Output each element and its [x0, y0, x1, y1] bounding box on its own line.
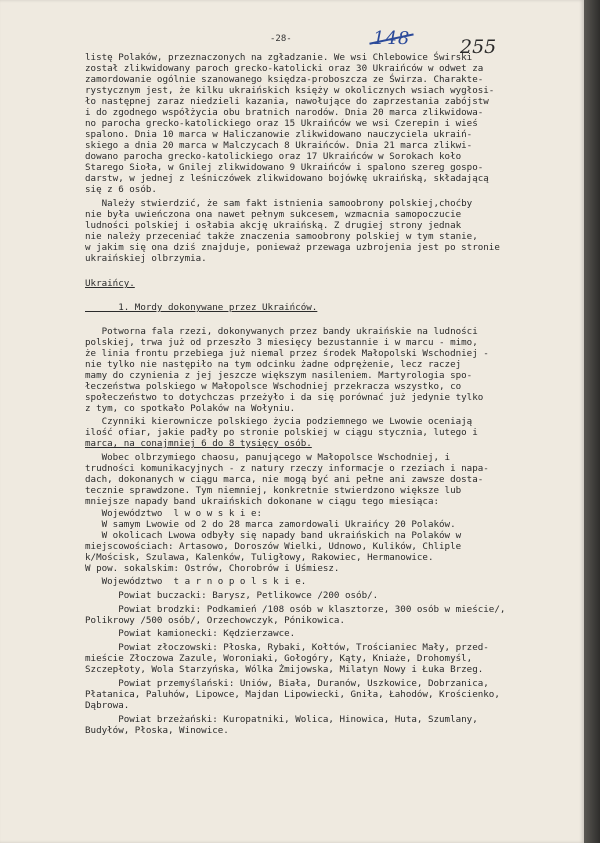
text-line: spalono. Dnia 10 marca w Haliczanowie zlikwidowano nauczyciela ukraiń- [85, 129, 473, 140]
typed-page-number: -28- [270, 34, 292, 44]
text-line: Szczepłoty, Wola Starzyńska, Wólka Żmijowska, Milatyn Nowy i Łuka Brzeg. [85, 664, 484, 675]
text-line: Budyłów, Płoska, Winowice. [85, 725, 229, 736]
text-line: Powiat kamionecki: Kędzierzawce. [85, 628, 296, 639]
text-line: listę Polaków, przeznaczonych na zgładzanie. We wsi Chlebowice Świrski [85, 52, 473, 63]
region-heading: Województwo t a r n o p o l s k i e. [85, 576, 307, 587]
text-line: rystycznym jest, że kilku ukraińskich księży w okolicznych wsiach wygłosi- [85, 85, 495, 96]
text-line: Płatanica, Paluhów, Lipowce, Majdan Lipowiecki, Gniła, Łahodów, Krościenko, [85, 689, 500, 700]
text-line: Powiat brzeżański: Kuropatniki, Wolica, Hinowica, Huta, Szumlany, [85, 714, 478, 725]
text-line: Starego Sioła, w Gnilej zlikwidowano 9 Ukraińców i spalono szereg gospo- [85, 162, 484, 173]
text-line: Potworna fala rzezi, dokonywanych przez bandy ukraińskie na ludności [85, 326, 478, 337]
text-line: Wobec olbrzymiego chaosu, panującego w Małopolsce Wschodniej, i [85, 452, 451, 463]
text-line: mniejsze napady band ukraińskich dokonane w ciągu tego miesiąca: [85, 496, 440, 507]
text-line: Dąbrowa. [85, 700, 130, 711]
text-line-underlined: marca, na conajmniej 6 do 8 tysięcy osób. [85, 438, 312, 449]
text-line: Powiat złoczowski: Płoska, Rybaki, Kołtów, Trościaniec Mały, przed- [85, 642, 489, 653]
text-line: i do zgodnego współżycia obu bratnich narodów. Dnia 20 marca zlikwidowa- [85, 107, 484, 118]
text-line: się z 6 osób. [85, 184, 157, 195]
subsection-heading: 1. Mordy dokonywane przez Ukraińców. [85, 302, 318, 313]
text-line: Powiat buczacki: Barysz, Petlikowce /200 osób/. [85, 590, 379, 601]
text-line: Należy stwierdzić, że sam fakt istnienia samoobrony polskiej,choćby [85, 198, 473, 209]
text-line: k/Mościsk, Szulawa, Kalenków, Tuligłowy, Rakowiec, Hermanowice. [85, 552, 434, 563]
text-line: W samym Lwowie od 2 do 28 marca zamordowali Ukraińcy 20 Polaków. [85, 519, 456, 530]
text-line: dowano parocha grecko-katolickiego oraz 17 Ukraińców w Sorokach koło [85, 151, 462, 162]
text-line: społeczeństwo to dotychczas przeżyło i da się porównać już jedynie tylko [85, 392, 484, 403]
text-line: tecznie sprawdzone. Tym niemniej, konkretnie stwierdzono większe lub [85, 485, 462, 496]
text-line: mamy do czynienia z jej jeszcze większym nasileniem. Martyrologia spo- [85, 370, 473, 381]
text-line: nie tylko nie następiło na tym odcinku żadne odprężenie, lecz raczej [85, 359, 462, 370]
text-line: Polikrowy /500 osób/, Orzechowczyk, Pónikowica. [85, 615, 345, 626]
text-line: skiego a dnia 20 marca w Malczycach 8 Ukraińców. Dnia 21 marca zlikwi- [85, 140, 473, 151]
text-line: W pow. sokalskim: Ostrów, Chorobrów i Uśmiesz. [85, 563, 340, 574]
text-line: ludności polskiej i osłabia akcję ukraińską. Z drugiej strony jednak [85, 220, 462, 231]
text-line: z tym, co spotkało Polaków na Wołyniu. [85, 403, 296, 414]
handwritten-page-number: 255 [460, 36, 497, 58]
text-line: ukraińskiej olbrzymia. [85, 253, 207, 264]
text-line: ilość ofiar, jakie padły po stronie polskiej w ciągu stycznia, lutego i [85, 427, 478, 438]
region-heading: Województwo l w o w s k i e: [85, 508, 263, 519]
text-line: W okolicach Lwowa odbyły się napady band ukraińskich na Polaków w [85, 530, 462, 541]
text-line: nie należy przeceniać także znaczenia samoobrony polskiej w tym stanie, [85, 231, 478, 242]
text-line: darstw, w jednej z leśniczówek zlikwidowano bojówkę ukraińską, składającą [85, 173, 489, 184]
text-line: nie była uwieńczona ona nawet pełnym sukcesem, wzmacnia samopoczucie [85, 209, 462, 220]
page-edge-shadow [584, 0, 600, 843]
text-line: mieście Złoczowa Zazule, Woroniaki, Gołogóry, Kąty, Kniaże, Drohomyśl, [85, 653, 473, 664]
text-line: trudności komunikacyjnych - z natury rzeczy informacje o rzeziach i napa- [85, 463, 489, 474]
text-line: łeczeństwa polskiego w Małopolsce Wschodniej przekracza wszystko, co [85, 381, 462, 392]
text-line: no parocha grecko-katolickiego oraz 15 Ukraińców we wsi Czerepin i wieś [85, 118, 478, 129]
text-line: w jakim się ona dziś znajduje, ponieważ przewaga uzbrojenia jest po stronie [85, 242, 500, 253]
text-line: ło następnej zaraz niedzieli kazania, nawołujące do zaprzestania zabójstw [85, 96, 489, 107]
text-line: polskiej, trwa już od przeszło 3 miesięcy bezustannie i w marcu - mimo, [85, 337, 478, 348]
text-line: miejscowościach: Artasowo, Doroszów Wielki, Udnowo, Kulików, Chliple [85, 541, 462, 552]
text-line: Powiat brodzki: Podkamień /108 osób w klasztorze, 300 osób w mieście/, [85, 604, 506, 615]
handwritten-crossed-number: 148 [373, 28, 411, 49]
text-line: Czynniki kierownicze polskiego życia podziemnego we Lwowie oceniają [85, 416, 473, 427]
text-line: został zlikwidowany paroch grecko-katolicki oraz 30 Ukraińców w odwet za [85, 63, 484, 74]
text-line: dach, dokonanych w ciągu marca, nie mogą być ani pełne ani zawsze dosta- [85, 474, 484, 485]
text-line: Powiat przemyślański: Uniów, Biała, Duranów, Uszkowice, Dobrzanica, [85, 678, 489, 689]
text-line: zamordowanie ogólnie szanowanego księdza-proboszcza ze Świrza. Charakte- [85, 74, 484, 85]
section-heading: Ukraińcy. [85, 278, 135, 289]
text-line: że linia frontu przebiega już niemal przez środek Małopolski Wschodniej - [85, 348, 489, 359]
